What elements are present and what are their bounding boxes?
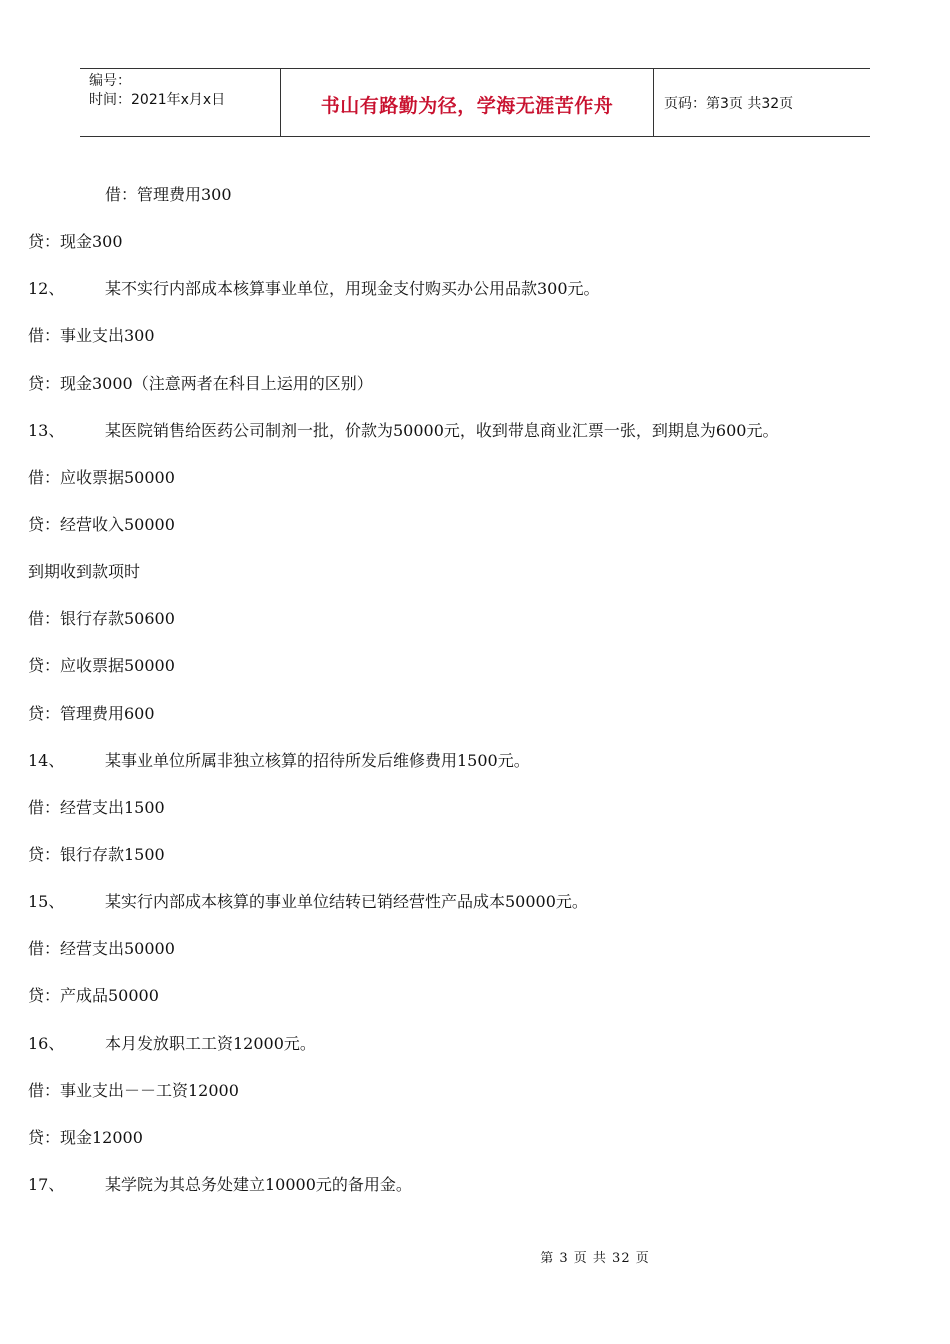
text-line: 贷：现金12000 bbox=[28, 1127, 143, 1147]
text-line: 贷：现金3000（注意两者在科目上运用的区别） bbox=[28, 373, 373, 393]
header-page-info: 页码：第3页 共32页 bbox=[664, 95, 794, 112]
text-line: 借：管理费用300 bbox=[105, 185, 232, 204]
text-line: 13、 某医院销售给医药公司制剂一批，价款为50000元，收到带息商业汇票一张，到期息为600元。 bbox=[28, 420, 779, 440]
text-line: 到期收到款项时 bbox=[28, 562, 141, 582]
text-line: 借：事业支出－－工资12000 bbox=[28, 1080, 239, 1100]
text-line: 贷：经营收入50000 bbox=[28, 514, 175, 534]
text-line: 贷：应收票据50000 bbox=[28, 656, 175, 676]
page-footer bbox=[0, 1247, 950, 1266]
text-line: 贷：银行存款1500 bbox=[28, 844, 165, 864]
number-label: 编号： bbox=[89, 73, 131, 89]
time-label: 时间：2021年x月x日 bbox=[89, 92, 226, 108]
text-line: 16、 本月发放职工工资12000元。 bbox=[28, 1033, 316, 1053]
text-line: 17、 某学院为其总务处建立10000元的备用金。 bbox=[28, 1174, 412, 1194]
text-line: 贷：管理费用600 bbox=[28, 703, 155, 723]
text-line: 贷：现金300 bbox=[28, 232, 123, 252]
text-line: 借：事业支出300 bbox=[28, 326, 155, 346]
text-line: 贷：产成品50000 bbox=[28, 986, 159, 1006]
text-line: 借：经营支出1500 bbox=[28, 797, 165, 817]
text-line: 借：经营支出50000 bbox=[28, 939, 175, 959]
header-motto: 书山有路勤为径，学海无涯苦作舟 bbox=[281, 69, 654, 136]
footer-page-number: 第 3 页 共 32 页 bbox=[540, 1251, 650, 1266]
text-line: 15、 某实行内部成本核算的事业单位结转已销经营性产品成本50000元。 bbox=[28, 892, 588, 912]
header-meta bbox=[80, 69, 281, 136]
text-line: 14、 某事业单位所属非独立核算的招待所发后维修费用1500元。 bbox=[28, 750, 530, 770]
page-header bbox=[80, 68, 870, 137]
text-line: 借：银行存款50600 bbox=[28, 609, 175, 629]
document-body bbox=[28, 182, 918, 1219]
text-line: 借：应收票据50000 bbox=[28, 467, 175, 487]
text-line: 12、 某不实行内部成本核算事业单位，用现金支付购买办公用品款300元。 bbox=[28, 279, 600, 299]
